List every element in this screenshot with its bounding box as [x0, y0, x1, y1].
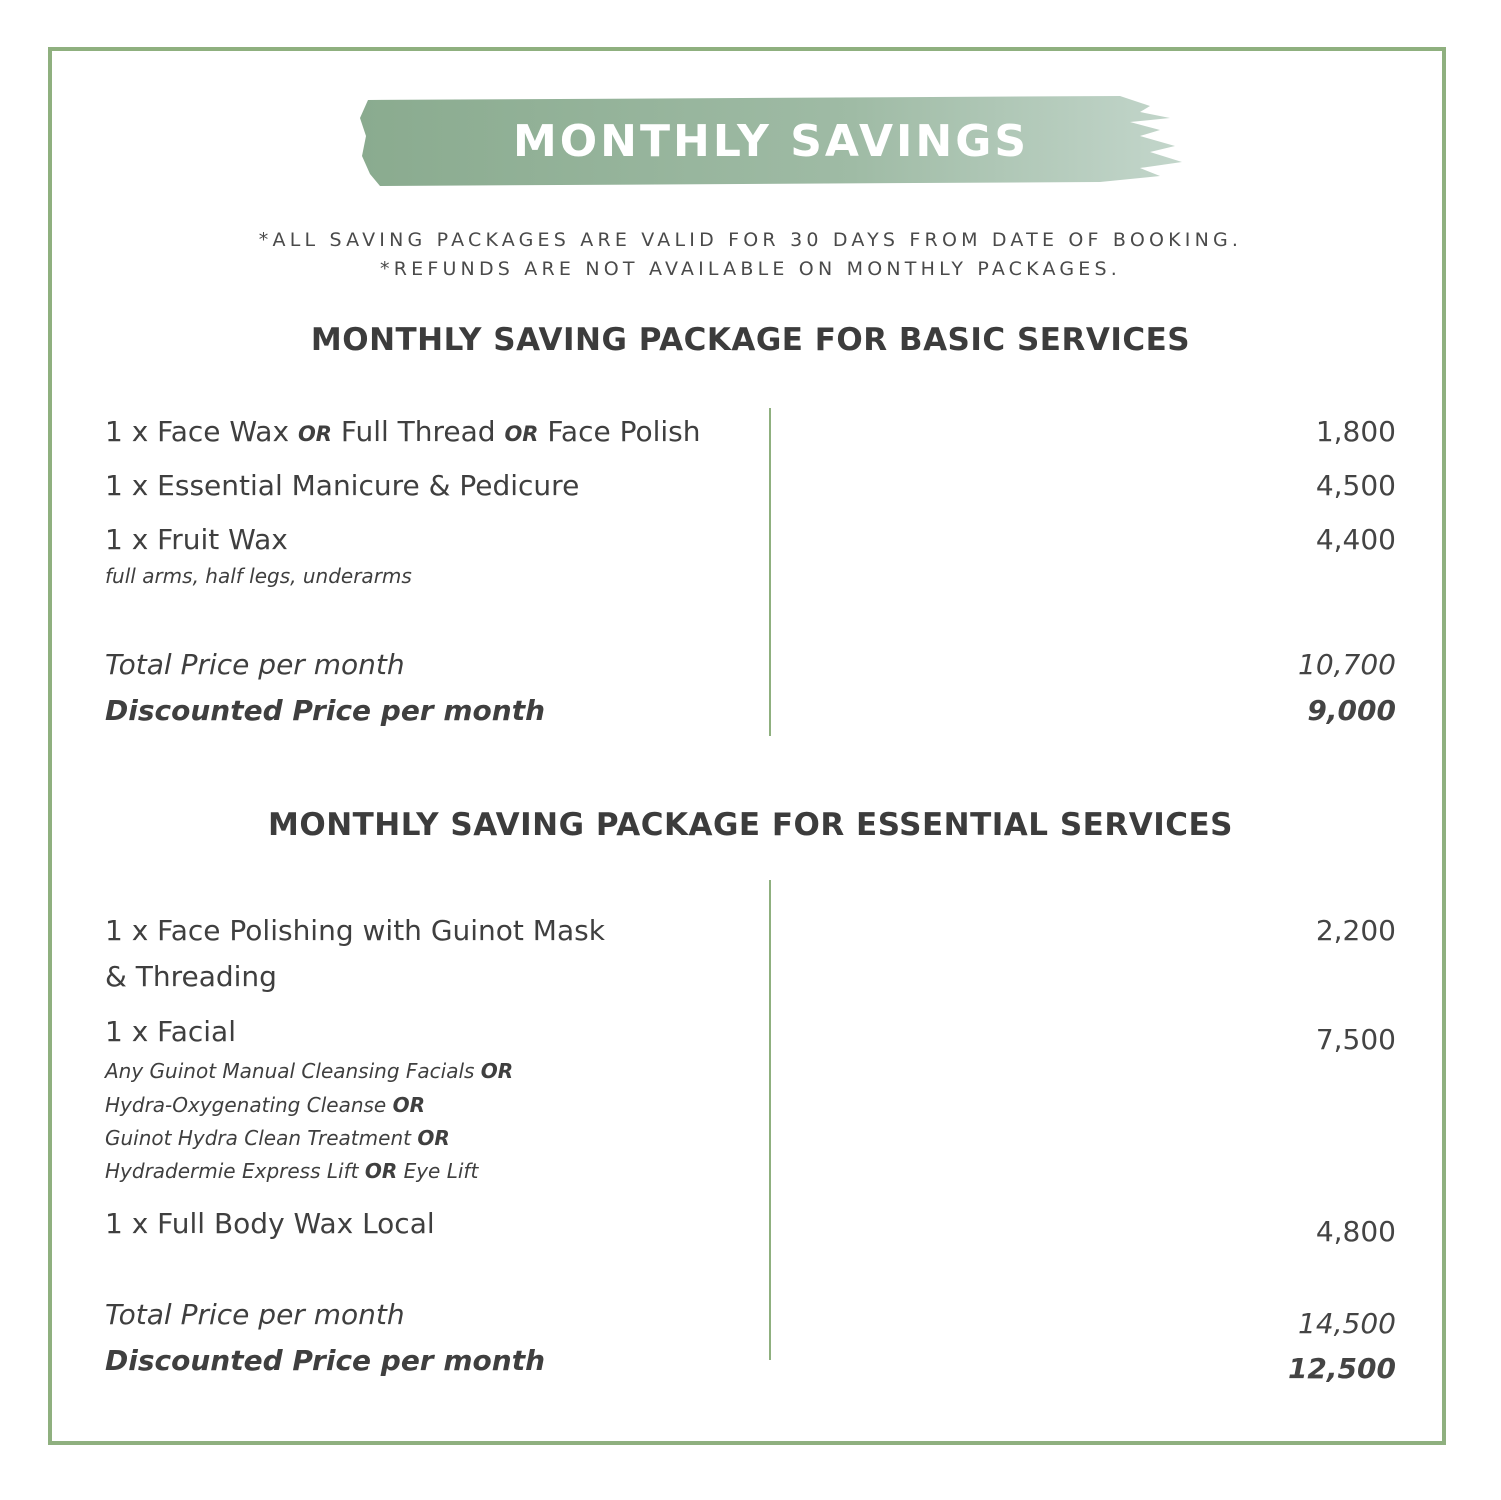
essential-total-label: Total Price per month — [105, 1298, 405, 1331]
basic-total-price: 10,700 — [1298, 648, 1396, 681]
essential-discount-label: Discounted Price per month — [105, 1344, 546, 1377]
facial-option-1 — [105, 1055, 513, 1088]
basic-item-fruit-wax: 1 x Fruit Wax — [105, 523, 288, 556]
basic-price-fruit-wax: 4,400 — [1315, 523, 1396, 556]
basic-discount-label: Discounted Price per month — [105, 694, 546, 727]
or-label: OR — [297, 422, 332, 446]
item-text: Face Polish — [538, 415, 701, 448]
essential-item-face-polishing: 1 x Face Polishing with Guinot Mask — [105, 914, 605, 947]
basic-divider — [769, 408, 771, 736]
facial-option-2 — [105, 1089, 425, 1122]
basic-section-title: MONTHLY SAVING PACKAGE FOR BASIC SERVICES — [310, 322, 1191, 358]
essential-item-face-polishing-line2: & Threading — [105, 960, 277, 993]
basic-item-manicure: 1 x Essential Manicure & Pedicure — [105, 469, 580, 502]
essential-divider — [769, 880, 771, 1360]
or-label: OR — [364, 1159, 398, 1183]
essential-item-full-body-wax: 1 x Full Body Wax Local — [105, 1207, 435, 1240]
option-text: Hydra-Oxygenating Cleanse — [105, 1093, 393, 1117]
or-label: OR — [392, 1093, 425, 1117]
basic-discount-price: 9,000 — [1307, 694, 1396, 727]
validity-note: *ALL SAVING PACKAGES ARE VALID FOR 30 DAYS FROM DATE OF BOOKING. — [258, 229, 1243, 251]
refund-note: *REFUNDS ARE NOT AVAILABLE ON MONTHLY PACKAGES. — [380, 258, 1121, 280]
essential-discount-price: 12,500 — [1287, 1352, 1396, 1385]
option-text: Hydradermie Express Lift — [105, 1159, 365, 1183]
essential-section-title: MONTHLY SAVING PACKAGE FOR ESSENTIAL SERVICES — [268, 807, 1233, 843]
facial-option-3 — [105, 1122, 450, 1155]
or-label: OR — [417, 1126, 450, 1150]
option-text: Guinot Hydra Clean Treatment — [105, 1126, 418, 1150]
basic-item-face-wax — [105, 414, 701, 452]
option-text: Eye Lift — [397, 1159, 479, 1183]
essential-price-face-polishing: 2,200 — [1315, 914, 1396, 947]
basic-total-label: Total Price per month — [105, 648, 405, 681]
or-label: OR — [504, 422, 539, 446]
banner-title: MONTHLY SAVINGS — [512, 116, 1030, 167]
basic-price-face-wax: 1,800 — [1315, 415, 1396, 448]
essential-price-full-body-wax: 4,800 — [1315, 1215, 1396, 1248]
essential-price-facial: 7,500 — [1315, 1023, 1396, 1056]
or-label: OR — [480, 1059, 514, 1083]
item-text: Full Thread — [331, 415, 505, 448]
option-text: Any Guinot Manual Cleansing Facials — [105, 1059, 481, 1083]
basic-price-manicure: 4,500 — [1315, 469, 1396, 502]
essential-item-facial: 1 x Facial — [105, 1015, 236, 1048]
basic-item-fruit-wax-detail: full arms, half legs, underarms — [105, 564, 412, 588]
essential-total-price: 14,500 — [1298, 1307, 1396, 1340]
facial-option-4 — [105, 1155, 478, 1188]
item-text: 1 x Face Wax — [105, 415, 298, 448]
